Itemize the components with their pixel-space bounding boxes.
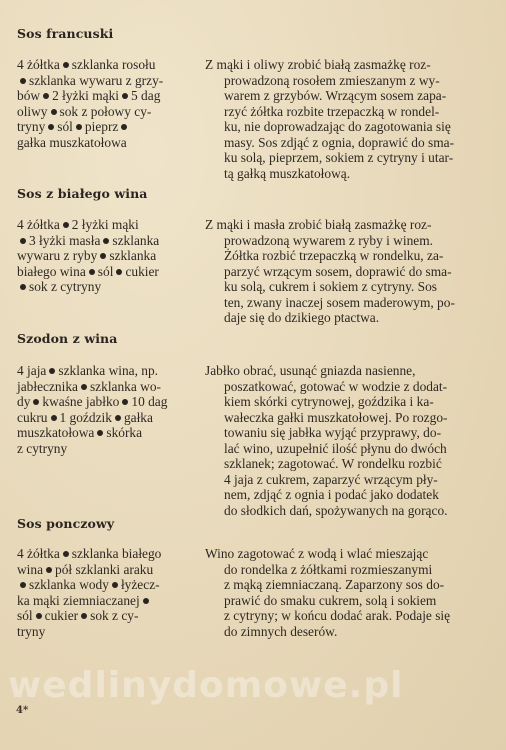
instruction-line: prawić do smaku cukrem, solą i sokiem [224,592,437,608]
instruction-line: prowadzoną wywarem z ryby i winem. [224,232,433,248]
ingredient-line: 4 żółtka 2 łyżki mąki [17,217,139,232]
bullet-dot-icon [89,269,95,275]
page-number: 4* [16,705,29,716]
bullet-dot-icon [112,582,118,588]
ingredients-list [17,217,193,295]
bullet-dot-icon [63,551,69,557]
ingredient-line: dy kwaśne jabłko 10 dag [17,394,168,409]
instruction-line: z mąką ziemniaczaną. Zaparzony sos do- [224,577,445,592]
ingredient-line: muszkatołowa skórka [17,425,143,440]
ingredient-line: tryny [17,623,46,639]
instruction-line: daje się do dzikiego ptactwa. [224,310,380,325]
bullet-dot-icon [121,124,127,130]
instruction-line: prowadzoną rosołem zmieszanym z wy- [224,72,440,88]
ingredient-line: szklanka wywaru z grzy- [17,73,193,89]
ingredient-line: 3 łyżki masła szklanka [17,233,193,249]
instruction-line: z cytryny; w końcu dodać arak. Podaje się [224,608,451,623]
bullet-dot-icon [33,399,39,405]
instruction-line: nem, zdjąć z ognia i podać jako dodatek [224,487,439,502]
ingredient-line: sól cukier sok z cy- [17,608,139,623]
ingredient-line: sok z cytryny [17,279,193,295]
ingredient-line: wywaru z ryby szklanka [17,248,157,263]
instruction-line: do słodkich dań, spożywanych na gorąco. [224,502,448,518]
bullet-dot-icon [46,567,52,573]
bullet-dot-icon [122,93,128,99]
ingredients-list [17,363,193,456]
ingredient-line: tryny sól pieprz [17,119,193,135]
ingredient-line: ka mąki ziemniaczanej [17,593,193,609]
recipe-instructions [205,363,491,518]
bullet-dot-icon [63,62,69,68]
ingredient-line: 4 żółtka szklanka rosołu [17,57,156,72]
bullet-dot-icon [49,368,55,374]
ingredients-list [17,546,193,639]
instruction-line: tą gałką muszkatołową. [224,165,351,181]
bullet-dot-icon [81,384,87,390]
instruction-line: do zimnych deserów. [224,623,338,639]
recipe-instructions [205,57,491,181]
bullet-dot-icon [103,238,109,244]
recipe-instructions [205,217,491,326]
instruction-line: Z mąki i oliwy zrobić białą zasmażkę roz- [205,57,431,72]
instruction-line: Z mąki i masła zrobić białą zasmażkę roz- [205,217,432,232]
ingredient-line: gałka muszkatołowa [17,134,127,150]
recipe-title: Szodon z wina [17,331,118,346]
bullet-dot-icon [76,124,82,130]
ingredient-line: 4 żółtka szklanka białego [17,546,162,561]
recipe-title: Sos z białego wina [17,186,148,201]
bullet-dot-icon [81,613,87,619]
instruction-line: rzyć żółtka rozbite trzepaczką w rondel- [224,103,440,119]
bullet-dot-icon [36,613,42,619]
ingredient-line: oliwy sok z połowy cy- [17,103,152,119]
instruction-line: parzyć wrzącym sosem, doprawić do sma- [224,263,452,279]
ingredient-line: szklanka wody łyżecz- [17,577,193,593]
recipe-instructions [205,546,491,639]
instruction-line: ten, zwany inaczej sosem maderowym, po- [224,294,455,310]
instruction-line: kiem skórki cytrynowej, goździka i ka- [224,394,434,409]
bullet-dot-icon [51,415,57,421]
instruction-line: Wino zagotować z wodą i wlać mieszając [205,546,429,561]
instruction-line: ku solą, cukrem i sokiem z cytryny. Sos [224,279,437,294]
instruction-line: towaniu się jabłka wyjąć przyprawy, do- [224,425,442,440]
bullet-dot-icon [122,399,128,405]
ingredient-line: bów 2 łyżki mąki 5 dag [17,88,161,103]
ingredient-line: z cytryny [17,440,68,456]
watermark-text: wedlinydomowe.pl [8,665,404,706]
bullet-dot-icon [143,598,149,604]
instruction-line: 4 jaja z cukrem, zaparzyć wrzącym pły- [224,471,438,487]
bullet-dot-icon [43,93,49,99]
bullet-dot-icon [100,253,106,259]
bullet-dot-icon [63,222,69,228]
bullet-dot-icon [97,430,103,436]
bullet-dot-icon [20,582,26,588]
bullet-dot-icon [48,124,54,130]
ingredient-line: białego wina sól cukier [17,263,159,279]
ingredient-line: wina pół szklanki araku [17,561,154,577]
recipe-title: Sos francuski [17,26,114,41]
bullet-dot-icon [116,269,122,275]
ingredient-line: jabłecznika szklanka wo- [17,378,161,394]
ingredient-line: cukru 1 goździk gałka [17,409,153,425]
bullet-dot-icon [51,109,57,115]
ingredients-list [17,57,193,150]
bullet-dot-icon [20,284,26,290]
ingredient-line: 4 jaja szklanka wina, np. [17,363,159,378]
bullet-dot-icon [20,238,26,244]
instruction-line: Żółtka rozbić trzepaczką w rondelku, za- [224,248,444,263]
instruction-line: lać wino, uzupełnić ilość płynu do dwóch [224,440,447,456]
bullet-dot-icon [115,415,121,421]
instruction-line: do rondelka z żółtkami rozmieszanymi [224,561,433,577]
instruction-line: ku solą, pieprzem, sokiem z cytryny i utar- [224,150,454,165]
instruction-line: ku, nie doprowadzając do zagotowania się [224,119,451,134]
instruction-line: warem z grzybów. Wrzącym sosem zapa- [224,88,447,103]
instruction-line: poszatkować, gotować w wodzie z dodat- [224,378,448,394]
instruction-line: szklanek; zagotować. W rondelku rozbić [224,456,442,471]
instruction-line: wałeczka gałki muszkatołowej. Po rozgo- [224,409,448,425]
bullet-dot-icon [20,78,26,84]
recipe-title: Sos ponczowy [17,516,115,531]
instruction-line: masy. Sos zdjąć z ognia, doprawić do sma- [224,134,455,150]
instruction-line: Jabłko obrać, usunąć gniazda nasienne, [205,363,416,378]
